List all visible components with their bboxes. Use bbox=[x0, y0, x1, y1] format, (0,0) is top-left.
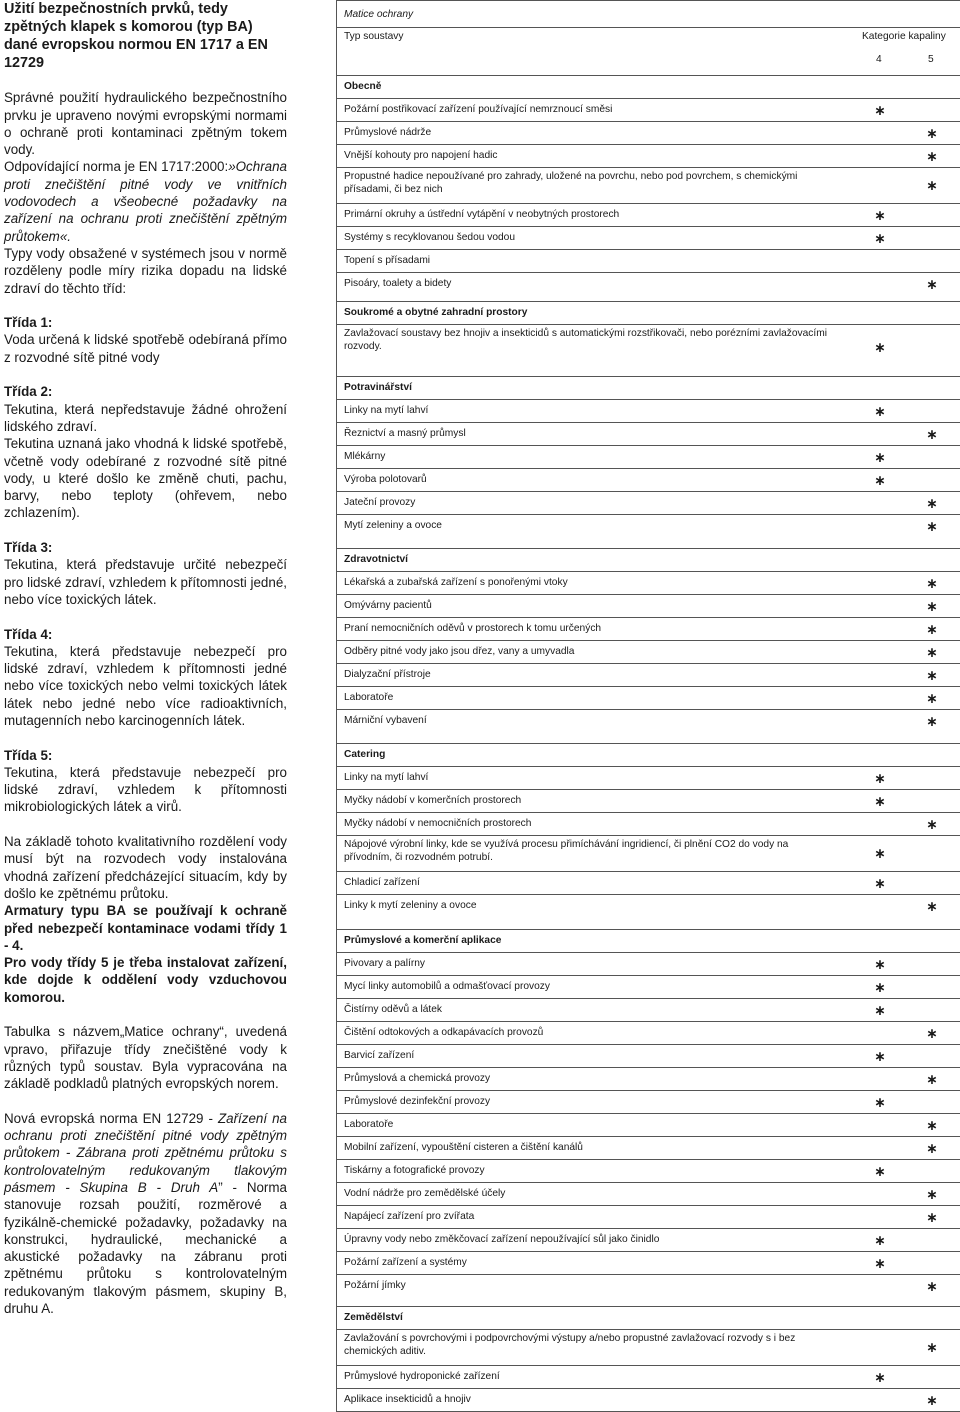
system-type-label: Odběry pitné vody jako jsou dřez, vany a umyvadla bbox=[344, 646, 575, 657]
category-5-mark: ∗ bbox=[926, 714, 938, 730]
row-divider bbox=[336, 399, 960, 400]
system-type-label: Barvicí zařízení bbox=[344, 1050, 415, 1061]
norm-title: »Ochrana proti znečištění pitné vody ve vnitřních vodovodech a všeobecné požadavky na zařízení na ochranu proti znečištění zpětným průtokem«. bbox=[4, 159, 287, 244]
category-5-mark: ∗ bbox=[926, 1118, 938, 1134]
en12729-paragraph bbox=[4, 1110, 287, 1318]
category-5-mark: ∗ bbox=[926, 1279, 938, 1295]
row-divider bbox=[336, 743, 960, 744]
row-divider bbox=[336, 1251, 960, 1252]
category-4-mark: ∗ bbox=[874, 1164, 886, 1180]
header-divider bbox=[336, 27, 960, 28]
category-4-mark: ∗ bbox=[874, 103, 886, 119]
class-3-heading: Třída 3: bbox=[4, 540, 53, 556]
row-divider bbox=[336, 422, 960, 423]
row-divider bbox=[336, 766, 960, 767]
system-type-label: Propustné hadice nepoužívané pro zahrady, uložené na povrchu, nebo pod povrchem, s chemickými přísadami, či bez nich bbox=[344, 171, 798, 195]
row-divider bbox=[336, 1205, 960, 1206]
row-divider bbox=[336, 594, 960, 595]
system-type-label: Linky na mytí lahví bbox=[344, 772, 429, 783]
system-type-label: Vodní nádrže pro zemědělské účely bbox=[344, 1188, 506, 1199]
row-divider bbox=[336, 1044, 960, 1045]
en12729-scope: ” - Norma stanovuje rozsah použití, rozměrové a fyzikálně-chemické požadavky, požadavky na konstrukci, hydraulické, mechanické a akustické požadavky na zábranu proti zpětnému průtoku s kontrolovatelným redukovaným tlakovým pásmem, skupiny B, druhu A. bbox=[4, 1180, 287, 1317]
system-type-label: Pivovary a palírny bbox=[344, 958, 425, 969]
system-type-label: Vnější kohouty pro napojení hadic bbox=[344, 150, 498, 161]
row-divider bbox=[336, 1159, 960, 1160]
system-type-label: Myčky nádobí v komerčních prostorech bbox=[344, 795, 522, 806]
row-divider bbox=[336, 514, 960, 515]
row-divider bbox=[336, 835, 960, 836]
row-divider bbox=[336, 376, 960, 377]
system-type-label: Myčky nádobí v nemocničních prostorech bbox=[344, 818, 532, 829]
system-type-label: Mlékárny bbox=[344, 451, 386, 462]
row-divider bbox=[336, 975, 960, 976]
system-type-label: Průmyslová a chemická provozy bbox=[344, 1073, 491, 1084]
category-5-mark: ∗ bbox=[926, 427, 938, 443]
protection-matrix-table bbox=[336, 0, 960, 1412]
class-2-text-b: Tekutina uznaná jako vhodná k lidské spotřebě, včetně vody odebírané z rozvodné sítě pitné vody, u které došlo ke změně chuti, pachu, barvy, nebo teploty (ohřevem, nebo zchlazením). bbox=[4, 436, 287, 521]
system-type-label: Zavlažovací soustavy bez hnojiv a insekticidů s automatickými rozstřikovači, nebo porézními zavlažovacími rozvody. bbox=[344, 328, 827, 352]
class-1-text: Voda určená k lidské spotřebě odebíraná přímo z rozvodné sítě pitné vody bbox=[4, 332, 287, 365]
system-type-label: Laboratoře bbox=[344, 1119, 394, 1130]
system-type-label: Průmyslové dezinfekční provozy bbox=[344, 1096, 491, 1107]
category-4-mark: ∗ bbox=[874, 450, 886, 466]
category-4-mark: ∗ bbox=[874, 846, 886, 862]
system-type-label: Chladicí zařízení bbox=[344, 877, 420, 888]
section-heading: Zdravotnictví bbox=[344, 554, 408, 565]
section-heading: Soukromé a obytné zahradní prostory bbox=[344, 307, 528, 318]
row-divider bbox=[336, 894, 960, 895]
conclusion-paragraph: Na základě tohoto kvalitativního rozdělení vody musí být na rozvodech vody instalována vhodná zařízení předcházející situacím, kdy by došlo ke zpětnému průtoku. bbox=[4, 834, 287, 901]
row-divider bbox=[336, 548, 960, 549]
system-type-label: Pisoáry, toalety a bidety bbox=[344, 278, 452, 289]
system-type-label: Řeznictví a masný průmysl bbox=[344, 428, 466, 439]
row-divider bbox=[336, 1388, 960, 1389]
row-divider bbox=[336, 998, 960, 999]
class-2-heading: Třída 2: bbox=[4, 384, 53, 400]
category-5-mark: ∗ bbox=[926, 691, 938, 707]
row-divider bbox=[336, 226, 960, 227]
row-divider bbox=[336, 1113, 960, 1114]
row-divider bbox=[336, 1329, 960, 1330]
row-divider bbox=[336, 468, 960, 469]
row-divider bbox=[336, 952, 960, 953]
category-5-mark: ∗ bbox=[926, 178, 938, 194]
row-divider bbox=[336, 1090, 960, 1091]
system-type-label: Aplikace insekticidů a hnojiv bbox=[344, 1394, 471, 1405]
category-4-mark: ∗ bbox=[874, 1256, 886, 1272]
section-heading: Obecně bbox=[344, 81, 382, 92]
system-type-label: Mobilní zařízení, vypouštění cisteren a čištění kanálů bbox=[344, 1142, 583, 1153]
system-type-label: Omývárny pacientů bbox=[344, 600, 432, 611]
row-divider bbox=[336, 686, 960, 687]
category-5-mark: ∗ bbox=[926, 496, 938, 512]
matrix-title: Matice ochrany bbox=[344, 9, 414, 20]
category-4-mark: ∗ bbox=[874, 231, 886, 247]
category-5-header: 5 bbox=[928, 54, 934, 65]
row-divider bbox=[336, 272, 960, 273]
class-1-heading: Třída 1: bbox=[4, 315, 53, 331]
category-5-mark: ∗ bbox=[926, 599, 938, 615]
category-4-mark: ∗ bbox=[874, 980, 886, 996]
row-divider bbox=[336, 709, 960, 710]
class-3-text: Tekutina, která představuje určité nebezpečí pro lidské zdraví, vzhledem k přítomnosti jedné, nebo více toxických látek. bbox=[4, 557, 287, 607]
section-heading: Potravinářství bbox=[344, 382, 412, 393]
system-type-label: Systémy s recyklovanou šedou vodou bbox=[344, 232, 516, 243]
category-4-mark: ∗ bbox=[874, 771, 886, 787]
row-divider bbox=[336, 1274, 960, 1275]
class-2-text-a: Tekutina, která nepředstavuje žádné ohrožení lidského zdraví. bbox=[4, 401, 287, 434]
row-divider bbox=[336, 812, 960, 813]
category-4-mark: ∗ bbox=[874, 1370, 886, 1386]
row-divider bbox=[336, 445, 960, 446]
system-type-label: Márniční vybavení bbox=[344, 715, 427, 726]
category-5-mark: ∗ bbox=[926, 126, 938, 142]
category-5-mark: ∗ bbox=[926, 668, 938, 684]
category-5-mark: ∗ bbox=[926, 1026, 938, 1042]
class-5-note: Pro vody třídy 5 je třeba instalovat zařízení, kde dojde k oddělení vody vzduchovou komorou. bbox=[4, 955, 287, 1005]
column-header-fluid-category: Kategorie kapaliny bbox=[862, 31, 946, 42]
category-5-mark: ∗ bbox=[926, 645, 938, 661]
category-4-mark: ∗ bbox=[874, 404, 886, 420]
category-5-mark: ∗ bbox=[926, 899, 938, 915]
category-4-header: 4 bbox=[876, 54, 882, 65]
section-heading: Zemědělství bbox=[344, 1312, 403, 1323]
table-left-border bbox=[336, 0, 337, 1412]
row-divider bbox=[336, 1306, 960, 1307]
row-divider bbox=[336, 121, 960, 122]
category-4-mark: ∗ bbox=[874, 1003, 886, 1019]
system-type-label: Požární zařízení a systémy bbox=[344, 1257, 467, 1268]
system-type-label: Praní nemocničních oděvů v prostorech k tomu určených bbox=[344, 623, 602, 634]
category-5-mark: ∗ bbox=[926, 1141, 938, 1157]
system-type-label: Čištění odtokových a odkapávacích provozů bbox=[344, 1027, 544, 1038]
system-type-label: Úpravny vody nebo změkčovací zařízení nepoužívající sůl jako činidlo bbox=[344, 1234, 660, 1245]
system-type-label: Dialyzační přístroje bbox=[344, 669, 431, 680]
category-4-mark: ∗ bbox=[874, 876, 886, 892]
row-divider bbox=[336, 167, 960, 168]
system-type-label: Linky k mytí zeleniny a ovoce bbox=[344, 900, 477, 911]
row-divider bbox=[336, 75, 960, 76]
class-5-heading: Třída 5: bbox=[4, 747, 53, 763]
system-type-label: Mycí linky automobilů a odmašťovací provozy bbox=[344, 981, 550, 992]
row-divider bbox=[336, 1182, 960, 1183]
row-divider bbox=[336, 1136, 960, 1137]
system-type-label: Laboratoře bbox=[344, 692, 394, 703]
system-type-label: Zavlažování s povrchovými i podpovrchovými výstupy a/nebo propustné zavlažovací rozvody s i bez chemických aditiv. bbox=[344, 1333, 796, 1357]
class-4-heading: Třída 4: bbox=[4, 626, 53, 642]
category-5-mark: ∗ bbox=[926, 622, 938, 638]
row-divider bbox=[336, 301, 960, 302]
en12729-intro: Nová evropská norma EN 12729 - bbox=[4, 1110, 218, 1126]
row-divider bbox=[336, 324, 960, 325]
system-type-label: Mytí zeleniny a ovoce bbox=[344, 520, 442, 531]
category-4-mark: ∗ bbox=[874, 794, 886, 810]
category-5-mark: ∗ bbox=[926, 1187, 938, 1203]
system-type-label: Tiskárny a fotografické provozy bbox=[344, 1165, 485, 1176]
ba-usage-note: Armatury typu BA se používají k ochraně před nebezpečí kontaminace vodami třídy 1 - 4. bbox=[4, 903, 287, 953]
category-4-mark: ∗ bbox=[874, 1095, 886, 1111]
row-divider bbox=[336, 871, 960, 872]
system-type-label: Požární jímky bbox=[344, 1280, 406, 1291]
system-type-label: Lékařská a zubařská zařízení s ponořenými vtoky bbox=[344, 577, 568, 588]
classes-intro: Typy vody obsažené v systémech jsou v normě rozděleny podle míry rizika dopadu na lidské zdraví do těchto tříd: bbox=[4, 245, 287, 296]
system-type-label: Požární postřikovací zařízení používající nemrznoucí směsi bbox=[344, 104, 613, 115]
row-divider bbox=[336, 617, 960, 618]
system-type-label: Jateční provozy bbox=[344, 497, 416, 508]
row-divider bbox=[336, 663, 960, 664]
category-4-mark: ∗ bbox=[874, 1233, 886, 1249]
row-divider bbox=[336, 1365, 960, 1366]
row-divider bbox=[336, 1021, 960, 1022]
system-type-label: Průmyslové nádrže bbox=[344, 127, 432, 138]
system-type-label: Topení s přísadami bbox=[344, 255, 431, 266]
system-type-label: Průmyslové hydroponické zařízení bbox=[344, 1371, 500, 1382]
column-header-system-type: Typ soustavy bbox=[344, 31, 404, 42]
system-type-label: Výroba polotovarů bbox=[344, 474, 427, 485]
system-type-label: Napájecí zařízení pro zvířata bbox=[344, 1211, 475, 1222]
category-4-mark: ∗ bbox=[874, 208, 886, 224]
row-divider bbox=[336, 571, 960, 572]
en12729-title: Zařízení na ochranu proti znečištění pitné vody zpětným průtokem - Zábrana proti zpětnému průtoku s kontrolovatelným redukovaným tlakovým pásmem - Skupina B - Druh A bbox=[4, 1110, 287, 1195]
category-5-mark: ∗ bbox=[926, 1393, 938, 1409]
category-5-mark: ∗ bbox=[926, 576, 938, 592]
system-type-label: Čistírny oděvů a látek bbox=[344, 1004, 442, 1015]
row-divider bbox=[336, 491, 960, 492]
table-top-border bbox=[336, 0, 960, 1]
norm-paragraph bbox=[4, 158, 287, 244]
row-divider bbox=[336, 1067, 960, 1068]
document-title: Užití bezpečnostních prvků, tedy zpětných klapek s komorou (typ BA) dané evropskou normou EN 1717 a EN 12729 bbox=[4, 1, 268, 71]
system-type-label: Primární okruhy a ústřední vytápění v neobytných prostorech bbox=[344, 209, 620, 220]
class-5-text: Tekutina, která představuje nebezpečí pro lidské zdraví, vzhledem k přítomnosti mikrobiologických látek a virů. bbox=[4, 764, 287, 815]
row-divider bbox=[336, 929, 960, 930]
class-4-text: Tekutina, která představuje nebezpečí pro lidské zdraví, vzhledem k přítomnosti jedné nebo více toxických nebo velmi toxických látek látek nebo jedné nebo více radioaktivních, mutagenních nebo karcinogenních látek. bbox=[4, 643, 287, 728]
intro-paragraph: Správné použití hydraulického bezpečnostního prvku je upraveno novými evropskými normami o ochraně proti kontaminaci zpětným tokem vody. bbox=[4, 90, 287, 158]
row-divider bbox=[336, 789, 960, 790]
section-heading: Průmyslové a komerční aplikace bbox=[344, 935, 502, 946]
category-4-mark: ∗ bbox=[874, 473, 886, 489]
category-5-mark: ∗ bbox=[926, 1340, 938, 1356]
row-divider bbox=[336, 249, 960, 250]
category-5-mark: ∗ bbox=[926, 1072, 938, 1088]
category-5-mark: ∗ bbox=[926, 277, 938, 293]
row-divider bbox=[336, 203, 960, 204]
category-5-mark: ∗ bbox=[926, 149, 938, 165]
system-type-label: Nápojové výrobní linky, kde se využívá procesu přimíchávání ingridiencí, či plnění CO2 do vody na přívodním, či rozvodném potrubí. bbox=[344, 839, 789, 863]
matrix-reference-paragraph: Tabulka s názvem„Matice ochrany“, uvedená vpravo, přiřazuje třídy znečištěné vody k různých typů soustav. Byla vypracována na základě podkladů platných evropských norem. bbox=[4, 1024, 287, 1092]
category-4-mark: ∗ bbox=[874, 340, 886, 356]
system-type-label: Linky na mytí lahví bbox=[344, 405, 429, 416]
category-5-mark: ∗ bbox=[926, 519, 938, 535]
row-divider bbox=[336, 144, 960, 145]
category-4-mark: ∗ bbox=[874, 1049, 886, 1065]
category-4-mark: ∗ bbox=[874, 957, 886, 973]
row-divider bbox=[336, 640, 960, 641]
norm-reference: Odpovídající norma je EN 1717:2000: bbox=[4, 159, 229, 175]
category-5-mark: ∗ bbox=[926, 817, 938, 833]
section-heading: Catering bbox=[344, 749, 386, 760]
category-5-mark: ∗ bbox=[926, 1210, 938, 1226]
row-divider bbox=[336, 1228, 960, 1229]
row-divider bbox=[336, 98, 960, 99]
explanatory-text-column bbox=[4, 0, 287, 1317]
